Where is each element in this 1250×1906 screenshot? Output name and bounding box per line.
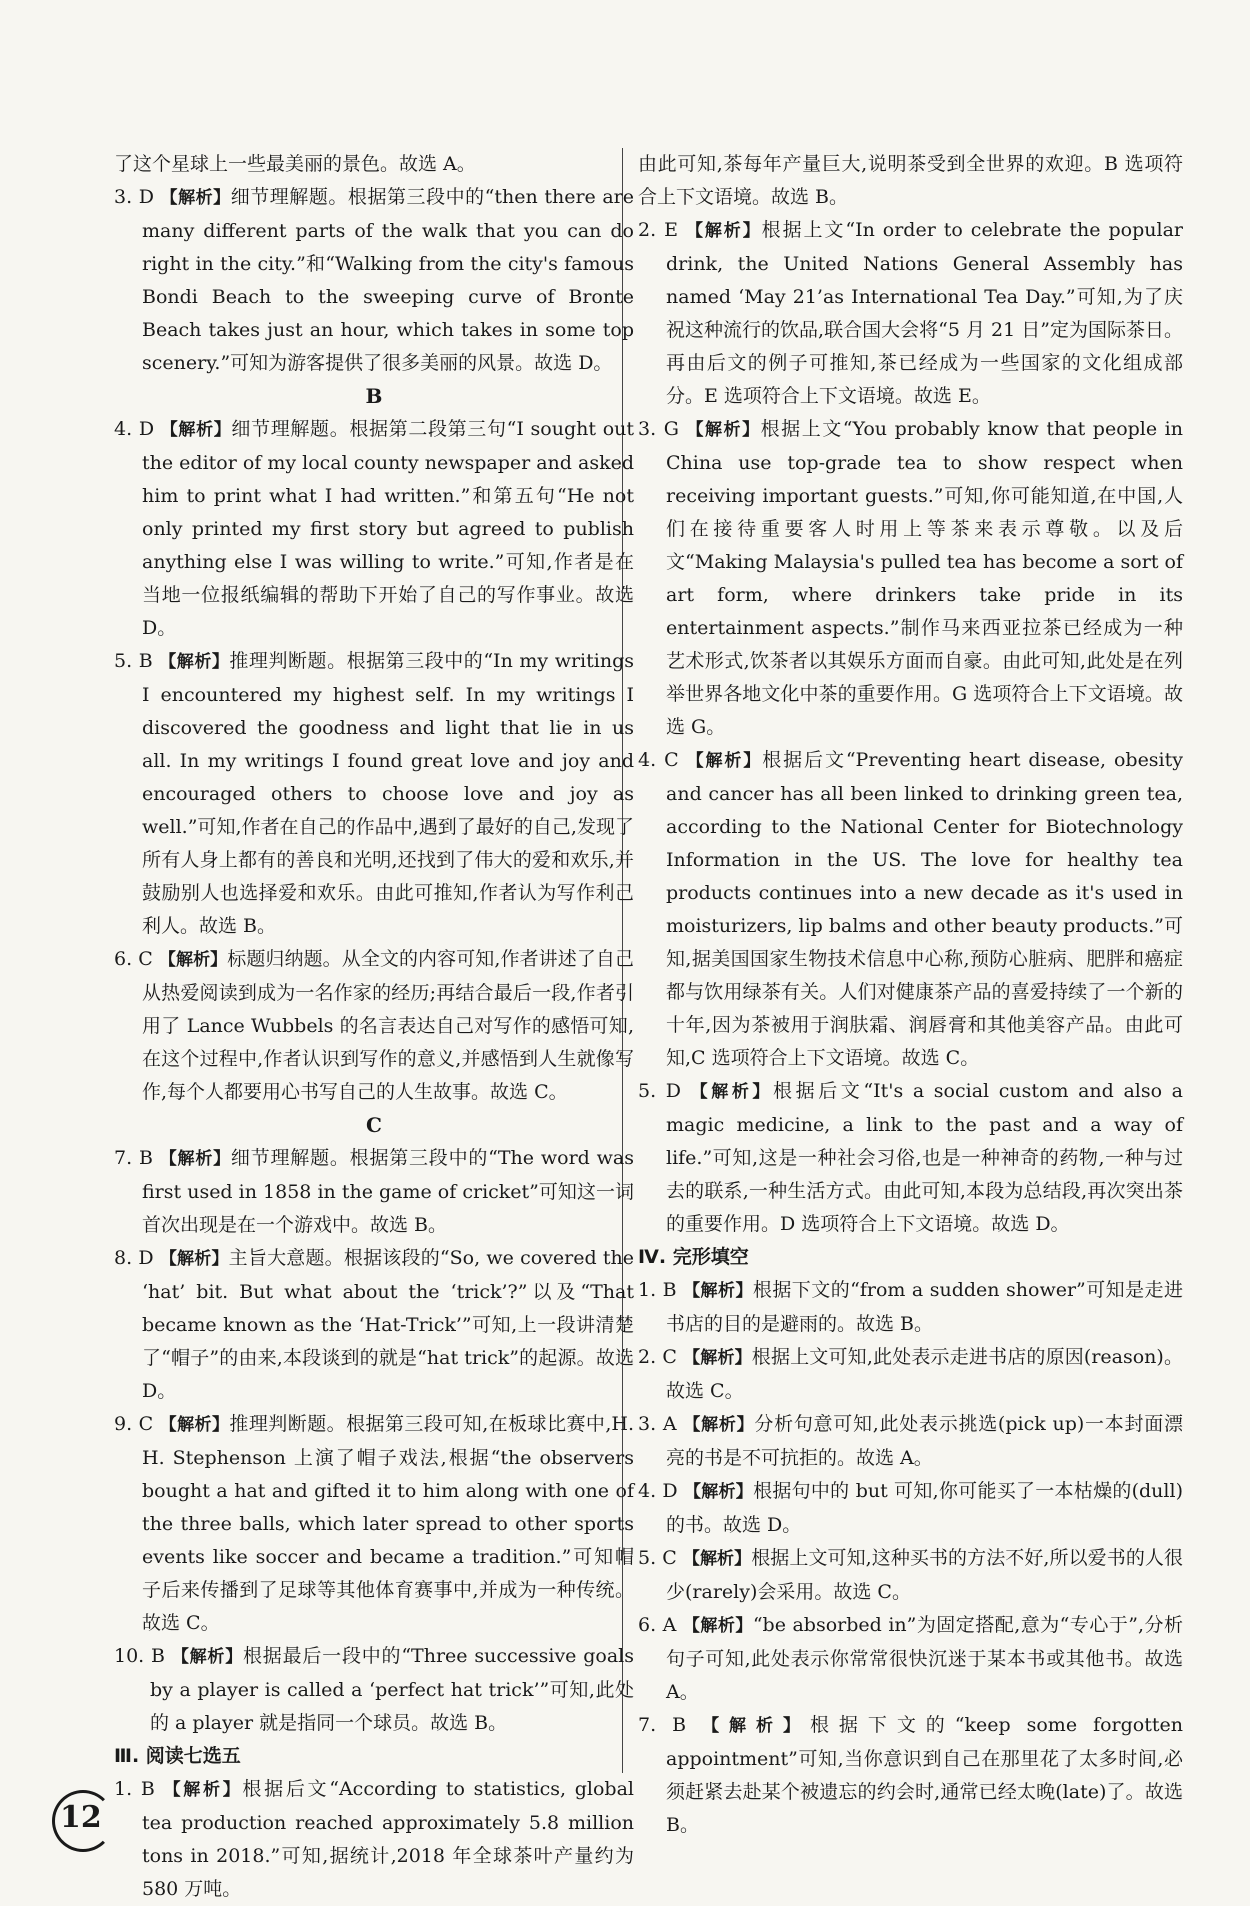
item-number: 2. C <box>638 1346 677 1368</box>
item-number: 7. B <box>114 1147 153 1169</box>
answer-item <box>114 645 634 943</box>
item-number: 3. D <box>114 186 154 208</box>
item-text: 分析句意可知,此处表示挑选(pick up)一本封面漂亮的书是不可抗拒的。故选 A。 <box>666 1413 1183 1469</box>
item-text: 推理判断题。根据第三段可知,在板球比赛中,H. H. Stephenson 上演了帽子戏法,根据“the observers bought a hat and gifted it to him along with one of the three balls, which later spread to other sports events like soccer and became a tradition.”可知帽子后来传播到了足球等其他体育赛事中,并成为一种传统。故选 C。 <box>142 1413 634 1634</box>
analysis-tag: 【解析】 <box>159 652 230 672</box>
page-number: 12 <box>60 1800 102 1835</box>
answer-item <box>638 214 1183 413</box>
analysis-tag: 【解析】 <box>159 1149 231 1169</box>
left-column <box>114 148 634 1906</box>
item-number: 5. B <box>114 650 153 672</box>
item-number: 4. D <box>114 418 155 440</box>
analysis-tag: 【解析】 <box>683 1281 753 1301</box>
item-number: 3. A <box>638 1413 677 1435</box>
item-number: 6. C <box>114 948 153 970</box>
answer-item <box>638 1709 1183 1842</box>
item-text: 细节理解题。根据第三段中的“then there are many different parts of the walk that you can do right in the city.”和“Walking from the city's famous Bondi Beach to the sweeping curve of Bronte Beach takes just an hour, which takes in some top scenery.”可知为游客提供了很多美丽的风景。故选 D。 <box>142 186 635 374</box>
analysis-tag: 【解析】 <box>683 1415 755 1435</box>
analysis-tag: 【解析】 <box>685 221 762 241</box>
continuation-text: 由此可知,茶每年产量巨大,说明茶受到全世界的欢迎。B 选项符合上下文语境。故选 B。 <box>638 153 1183 208</box>
answer-item <box>114 943 634 1109</box>
analysis-tag: 【解析】 <box>158 950 228 970</box>
item-text: 根据上文“You probably know that people in China use top-grade tea to show respect when receiving important guests.”可知,你可能知道,在中国,人们在接待重要客人时用上等茶来表示尊敬。以及后文“Making Malaysia's pulled tea has become a sort of art form, where drinkers take pride in its entertainment aspects.”制作马来西亚拉茶已经成为一种艺术形式,饮茶者以其娱乐方面而自豪。由此可知,此处是在列举世界各地文化中茶的重要作用。G 选项符合上下文语境。故选 G。 <box>666 418 1183 738</box>
analysis-tag: 【解析】 <box>160 188 231 208</box>
answer-item <box>638 413 1183 744</box>
analysis-tag: 【解析】 <box>683 1482 754 1502</box>
item-number: 1. B <box>114 1778 155 1800</box>
answer-item <box>114 181 634 380</box>
analysis-tag: 【解析】 <box>683 1348 752 1368</box>
analysis-tag: 【解析】 <box>690 1082 774 1102</box>
item-number: 2. E <box>638 219 678 241</box>
answer-item <box>638 1274 1183 1341</box>
section-heading: Ⅳ. 完形填空 <box>638 1246 749 1268</box>
answer-item <box>638 1542 1183 1609</box>
item-text: 根据最后一段中的“Three successive goals by a player is called a ‘perfect hat trick’”可知,此处的 a player 就是指同一个球员。故选 B。 <box>150 1645 635 1734</box>
item-text: 根据上文可知,这种买书的方法不好,所以爱书的人很少(rarely)会采用。故选 C。 <box>666 1547 1183 1603</box>
answer-item <box>114 1773 634 1906</box>
answer-item <box>638 1609 1183 1709</box>
item-text: 根据后文“It's a social custom and also a magic medicine, a link to the past and a way of life.”可知,这是一种社会习俗,也是一种神奇的药物,一种与过去的联系,一种生活方式。由此可知,本段为总结段,再次突出茶的重要作用。D 选项符合上下文语境。故选 D。 <box>666 1080 1184 1235</box>
analysis-tag: 【解析】 <box>686 420 761 440</box>
section-heading: B <box>365 384 383 408</box>
answer-item <box>638 744 1183 1075</box>
answer-item <box>638 1475 1183 1542</box>
item-number: 3. G <box>638 418 679 440</box>
item-number: 9. C <box>114 1413 154 1435</box>
answer-item <box>638 1341 1183 1408</box>
analysis-tag: 【解析】 <box>159 1249 229 1269</box>
section-heading: Ⅲ. 阅读七选五 <box>114 1745 241 1767</box>
item-number: 4. C <box>638 749 679 771</box>
item-text: 根据上文可知,此处表示走进书店的原因(reason)。故选 C。 <box>666 1346 1183 1402</box>
item-text: 根据后文“According to statistics, global tea production reached approximately 5.8 million tons in 2018.”可知,据统计,2018 年全球茶叶产量约为 580 万吨。 <box>142 1778 634 1900</box>
item-text: 根据下文的“keep some forgotten appointment”可知,当你意识到自己在那里花了太多时间,必须赶紧去赴某个被遗忘的约会时,通常已经太晚(late)了。故选 B。 <box>666 1714 1183 1836</box>
analysis-tag: 【解析】 <box>702 1716 810 1736</box>
item-number: 10. B <box>114 1645 166 1667</box>
answer-item <box>114 1408 634 1640</box>
item-number: 5. C <box>638 1547 677 1569</box>
item-text: 细节理解题。根据第三段中的“The word was first used in 1858 in the game of cricket”可知这一词首次出现是在一个游戏中。故选 B。 <box>142 1147 634 1236</box>
section-heading: C <box>366 1113 382 1137</box>
analysis-tag: 【解析】 <box>682 1549 752 1569</box>
item-text: 标题归纳题。从全文的内容可知,作者讲述了自己从热爱阅读到成为一名作家的经历;再结合最后一段,作者引用了 Lance Wubbels 的名言表达自己对写作的感悟可知,在这个过程中,作者认识到写作的意义,并感悟到人生就像写作,每个人都要用心书写自己的人生故事。故选 C。 <box>142 948 634 1103</box>
answer-item <box>638 1408 1183 1475</box>
item-text: 推理判断题。根据第三段中的“In my writings I encountered my highest self. In my writings I discovered the goodness and light that lie in us all. In my writings I found great love and joy and encouraged others to choose love and joy as well.”可知,作者在自己的作品中,遇到了最好的自己,发现了所有人身上都有的善良和光明,还找到了伟大的爱和欢乐,并鼓励别人也选择爱和欢乐。由此可推知,作者认为写作利己利人。故选 B。 <box>142 650 634 937</box>
item-number: 4. D <box>638 1480 678 1502</box>
analysis-tag: 【解析】 <box>160 420 232 440</box>
item-number: 8. D <box>114 1247 154 1269</box>
right-column <box>638 148 1183 1842</box>
answer-item <box>114 1242 634 1408</box>
item-number: 7. B <box>638 1714 687 1736</box>
answer-item <box>114 1640 634 1740</box>
answer-item <box>638 1075 1183 1241</box>
item-text: 细节理解题。根据第二段第三句“I sought out the editor of my local county newspaper and asked him to print what I had written.”和第五句“He not only printed my first story but agreed to publish anything else I was willing to write.”可知,作者是在当地一位报纸编辑的帮助下开始了自己的写作事业。故选 D。 <box>142 418 634 639</box>
answer-item <box>114 413 634 645</box>
item-text: 主旨大意题。根据该段的“So, we covered the ‘hat’ bit. But what about the ‘trick’?”以及“That became known as the ‘Hat-Trick’”可知,上一段讲清楚了“帽子”的由来,本段谈到的就是“hat trick”的起源。故选 D。 <box>142 1247 635 1402</box>
item-number: 5. D <box>638 1080 681 1102</box>
item-number: 6. A <box>638 1614 677 1636</box>
analysis-tag: 【解析】 <box>686 751 763 771</box>
item-text: 根据后文“Preventing heart disease, obesity and cancer has all been linked to drinking green tea, according to the National Center for Biotechnology Information in the US. The love for healthy tea products continues into a new decade as it's used in moisturizers, lip balms and other beauty products.”可知,据美国国家生物技术信息中心称,预防心脏病、肥胖和癌症都与饮用绿茶有关。人们对健康茶产品的喜爱持续了一个新的十年,因为茶被用于润肤霜、润唇膏和其他美容产品。由此可知,C 选项符合上下文语境。故选 C。 <box>666 749 1184 1069</box>
continuation-text: 了这个星球上一些最美丽的景色。故选 A。 <box>114 153 476 175</box>
item-text: “be absorbed in”为固定搭配,意为“专心于”,分析句子可知,此处表示你常常很快沉迷于某本书或其他书。故选 A。 <box>666 1614 1184 1703</box>
analysis-tag: 【解析】 <box>159 1415 230 1435</box>
analysis-tag: 【解析】 <box>163 1780 243 1800</box>
item-text: 根据句中的 but 可知,你可能买了一本枯燥的(dull)的书。故选 D。 <box>666 1480 1183 1536</box>
answer-item <box>114 1142 634 1242</box>
analysis-tag: 【解析】 <box>171 1647 244 1667</box>
analysis-tag: 【解析】 <box>682 1616 753 1636</box>
item-text: 根据下文的“from a sudden shower”可知是走进书店的目的是避雨的。故选 B。 <box>666 1279 1184 1335</box>
item-number: 1. B <box>638 1279 677 1301</box>
item-text: 根据上文“In order to celebrate the popular drink, the United Nations General Assembly has named ‘May 21’as International Tea Day.”可知,为了庆祝这种流行的饮品,联合国大会将“5 月 21 日”定为国际茶日。再由后文的例子可推知,茶已经成为一些国家的文化组成部分。E 选项符合上下文语境。故选 E。 <box>666 219 1183 407</box>
